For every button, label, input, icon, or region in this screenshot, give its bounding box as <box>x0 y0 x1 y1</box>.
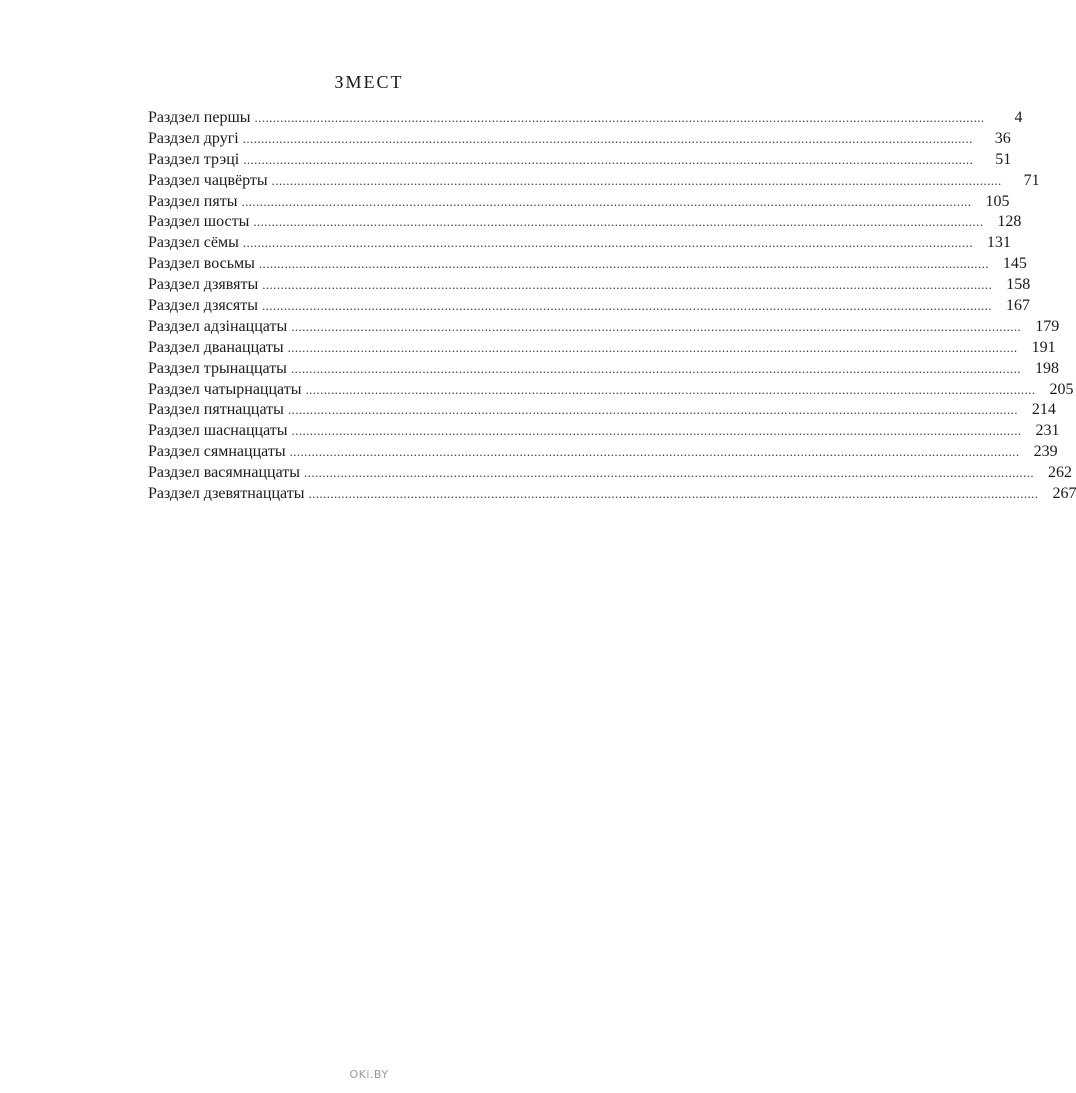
toc-entry <box>148 129 1011 150</box>
toc-dot-leader: ........................................................................................................................................................................................................ <box>304 465 1035 481</box>
toc-dot-leader: ........................................................................................................................................................................................................ <box>262 277 993 293</box>
toc-entry-page: 167 <box>1006 297 1030 315</box>
toc-entry-page: 198 <box>1034 359 1059 377</box>
toc-entry-label: Раздзел дзевятнаццаты <box>148 485 305 503</box>
toc-entry <box>148 338 1056 359</box>
toc-entry-label: Раздзел сёмы <box>148 234 239 252</box>
toc-entry-label: Раздзел адзінаццаты <box>148 317 288 335</box>
toc-entry-page: 214 <box>1031 401 1056 419</box>
toc-dot-leader: ........................................................................................................................................................................................................ <box>253 214 984 230</box>
toc-entry-label: Раздзел шосты <box>148 213 250 231</box>
toc-entry-page: 4 <box>1014 109 1023 126</box>
toc-entry-page: 191 <box>1031 338 1056 356</box>
toc-entry <box>148 359 1059 380</box>
toc-dot-leader: ........................................................................................................................................................................................................ <box>242 235 973 251</box>
toc-entry <box>148 212 1022 233</box>
toc-entry <box>148 108 1023 129</box>
toc-entry <box>148 317 1060 338</box>
toc-entry-label: Раздзел трэці <box>148 150 240 168</box>
toc-entry <box>148 421 1060 442</box>
toc-entry-page: 131 <box>986 234 1011 252</box>
toc-entry-label: Раздзел другі <box>148 129 239 147</box>
toc-dot-leader: ........................................................................................................................................................................................................ <box>271 172 1002 188</box>
toc-entry <box>148 254 1027 275</box>
toc-entry-label: Раздзел пятнаццаты <box>148 401 284 419</box>
toc-entry-page: 51 <box>995 150 1012 168</box>
toc-entry-page: 205 <box>1049 380 1074 398</box>
table-of-contents <box>148 108 1076 505</box>
toc-dot-leader: ........................................................................................................................................................................................................ <box>289 444 1020 460</box>
toc-entry-label: Раздзел дванаццаты <box>148 338 284 356</box>
toc-dot-leader: ........................................................................................................................................................................................................ <box>290 360 1021 376</box>
toc-entry-page: 179 <box>1035 317 1060 335</box>
toc-entry <box>148 192 1010 213</box>
toc-dot-leader: ........................................................................................................................................................................................................ <box>258 256 989 272</box>
toc-entry <box>148 380 1074 401</box>
toc-entry-page: 267 <box>1052 485 1076 503</box>
toc-entry-label: Раздзел чацвёрты <box>148 171 268 189</box>
toc-dot-leader: ........................................................................................................................................................................................................ <box>243 151 974 167</box>
toc-entry <box>148 171 1040 192</box>
toc-entry-label: Раздзел чатырнаццаты <box>148 380 302 398</box>
toc-entry-page: 239 <box>1033 443 1058 461</box>
toc-entry-label: Раздзел пяты <box>148 192 238 210</box>
toc-entry-page: 71 <box>1023 171 1040 189</box>
toc-entry-page: 128 <box>997 213 1022 231</box>
toc-dot-leader: ........................................................................................................................................................................................................ <box>262 298 992 314</box>
toc-entry-label: Раздзел сямнаццаты <box>148 443 286 461</box>
toc-entry <box>148 275 1031 296</box>
toc-entry-page: 36 <box>994 129 1011 147</box>
watermark: OKi.BY <box>349 1068 389 1081</box>
toc-dot-leader: ........................................................................................................................................................................................................ <box>287 402 1018 418</box>
toc-entry <box>148 296 1030 317</box>
toc-entry-label: Раздзел васямнаццаты <box>148 464 301 482</box>
toc-entry-label: Раздзел дзясяты <box>148 297 258 315</box>
toc-entry-page: 158 <box>1006 276 1031 294</box>
toc-entry <box>148 150 1012 171</box>
toc-entry-page: 105 <box>985 192 1010 210</box>
toc-dot-leader: ........................................................................................................................................................................................................ <box>291 423 1022 439</box>
toc-entry-label: Раздзел шаснаццаты <box>148 422 288 440</box>
toc-entry-page: 145 <box>1002 255 1027 273</box>
toc-dot-leader: ........................................................................................................................................................................................................ <box>308 486 1039 502</box>
toc-entry <box>148 442 1058 463</box>
toc-entry <box>148 463 1073 484</box>
toc-dot-leader: ........................................................................................................................................................................................................ <box>241 193 972 209</box>
toc-dot-leader: ........................................................................................................................................................................................................ <box>242 130 973 146</box>
page-title: ЗМЕСТ <box>334 72 404 92</box>
toc-dot-leader: ........................................................................................................................................................................................................ <box>291 318 1022 334</box>
toc-entry-label: Раздзел восьмы <box>148 255 255 273</box>
toc-dot-leader: ........................................................................................................................................................................................................ <box>254 110 985 125</box>
toc-entry <box>148 233 1011 254</box>
toc-entry <box>148 400 1056 421</box>
toc-entry-page: 262 <box>1048 464 1073 482</box>
toc-entry-label: Раздзел дзявяты <box>148 276 259 294</box>
toc-dot-leader: ........................................................................................................................................................................................................ <box>305 381 1036 397</box>
toc-entry <box>148 484 1076 505</box>
toc-dot-leader: ........................................................................................................................................................................................................ <box>287 339 1018 355</box>
toc-entry-page: 231 <box>1035 422 1060 440</box>
toc-entry-label: Раздзел першы <box>148 109 251 126</box>
toc-entry-label: Раздзел трынаццаты <box>148 359 287 377</box>
